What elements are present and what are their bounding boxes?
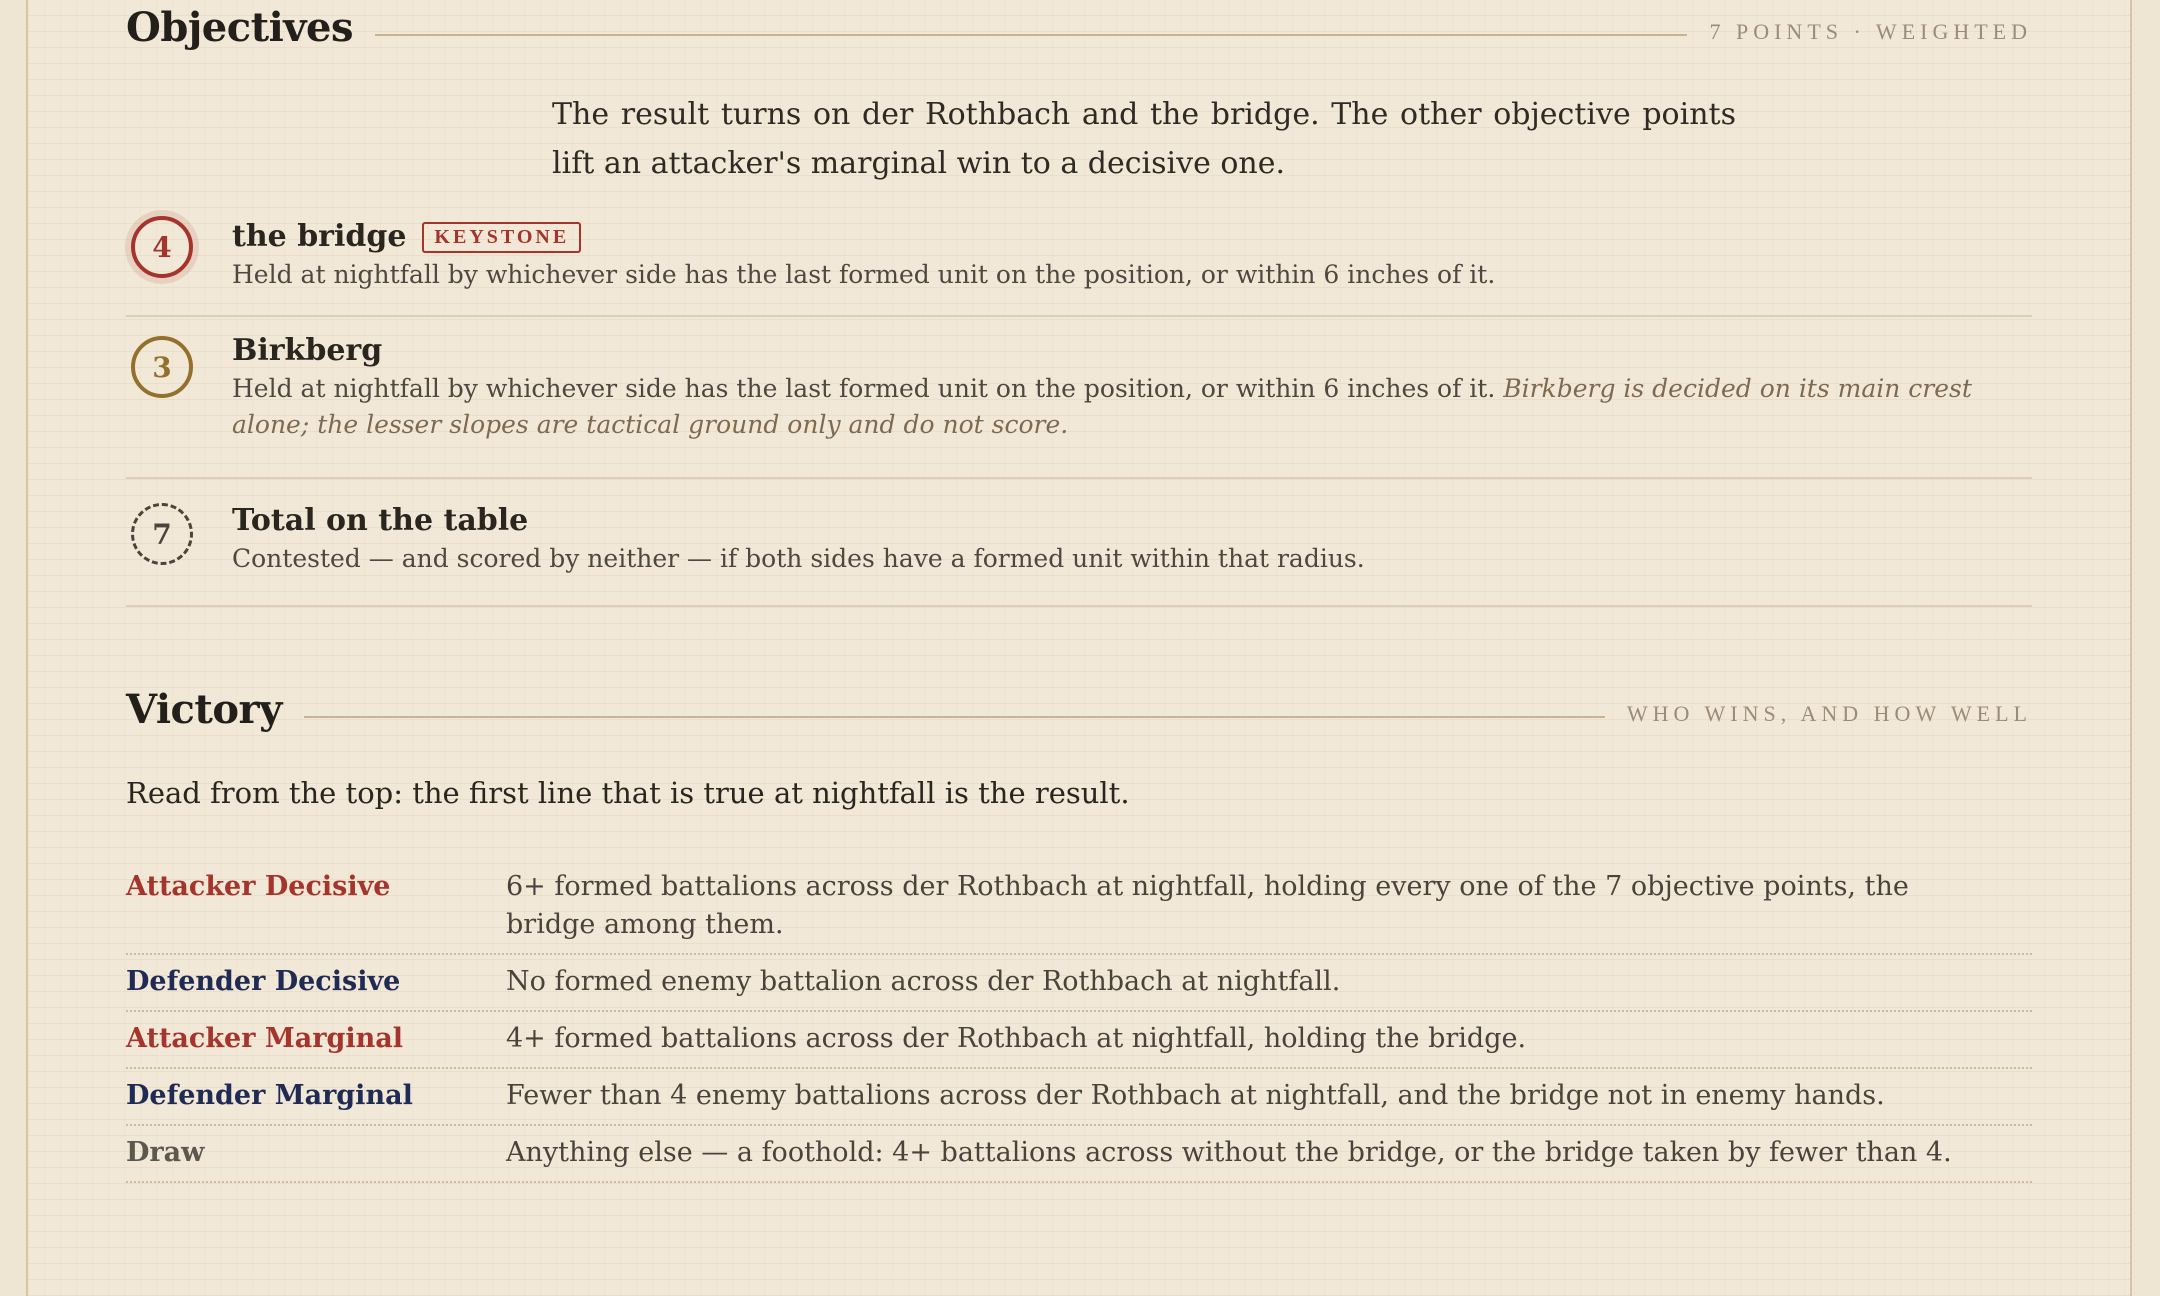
objective-item-total — [126, 479, 2032, 607]
points-badge: 4 — [131, 216, 193, 278]
victory-label: Defender Decisive — [126, 966, 401, 997]
objectives-header — [126, 4, 2032, 51]
objective-description-text: Contested — and scored by neither — if both sides have a formed unit within that radius. — [232, 544, 1365, 573]
victory-rule — [304, 716, 1605, 718]
victory-row — [126, 955, 2032, 1012]
victory-table — [126, 860, 2032, 1183]
victory-header — [126, 686, 2032, 733]
keystone-badge: KEYSTONE — [422, 222, 581, 253]
objective-title-row — [232, 333, 2032, 369]
objective-name: the bridge — [232, 219, 407, 254]
objective-list — [126, 205, 2032, 607]
victory-label: Attacker Marginal — [126, 1023, 403, 1054]
victory-condition: No formed enemy battalion across der Rothbach at nightfall. — [506, 966, 1341, 997]
objective-item-birkberg — [126, 317, 2032, 479]
objective-description-text: Held at nightfall by whichever side has the last formed unit on the position, or within 6 inches of it. — [232, 260, 1496, 289]
objective-note: Birkberg is decided on its main crest alone; the lesser slopes are tactical ground only and do not score. — [232, 374, 1972, 439]
victory-condition: Fewer than 4 enemy battalions across der Rothbach at nightfall, and the bridge not in enemy hands. — [506, 1080, 1885, 1111]
victory-title: Victory — [126, 686, 282, 733]
objective-name: Total on the table — [232, 503, 529, 538]
objective-description-text: Held at nightfall by whichever side has the last formed unit on the position, or within 6 inches of it. — [232, 374, 1496, 403]
objective-description — [232, 541, 2032, 577]
objective-title-row — [232, 219, 2032, 255]
victory-condition: 4+ formed battalions across der Rothbach at nightfall, holding the bridge. — [506, 1023, 1527, 1054]
objective-title-row — [232, 503, 2032, 539]
points-badge: 7 — [131, 503, 193, 565]
objective-description — [232, 257, 2032, 293]
victory-row — [126, 1012, 2032, 1069]
victory-row — [126, 1126, 2032, 1183]
objectives-intro: The result turns on der Rothbach and the bridge. The other objective points lift an attacker's marginal win to a decisive one. — [552, 97, 1736, 181]
victory-row — [126, 860, 2032, 955]
objectives-title: Objectives — [126, 4, 353, 51]
victory-row — [126, 1069, 2032, 1126]
victory-meta: WHO WINS, AND HOW WELL — [1626, 701, 2032, 726]
objective-item-bridge — [126, 205, 2032, 317]
victory-label: Draw — [126, 1137, 205, 1168]
victory-label: Attacker Decisive — [126, 871, 391, 902]
objective-description — [232, 371, 2032, 443]
victory-condition: Anything else — a foothold: 4+ battalions across without the bridge, or the bridge taken by fewer than 4. — [506, 1137, 1952, 1168]
objective-name: Birkberg — [232, 333, 383, 368]
objectives-rule — [375, 34, 1688, 36]
points-badge: 3 — [131, 336, 193, 398]
objectives-meta: 7 POINTS · WEIGHTED — [1709, 19, 2032, 44]
victory-condition: 6+ formed battalions across der Rothbach at nightfall, holding every one of the 7 objective points, the bridge among them. — [506, 871, 1909, 940]
victory-label: Defender Marginal — [126, 1080, 413, 1111]
victory-intro: Read from the top: the first line that is true at nightfall is the result. — [126, 776, 1130, 810]
